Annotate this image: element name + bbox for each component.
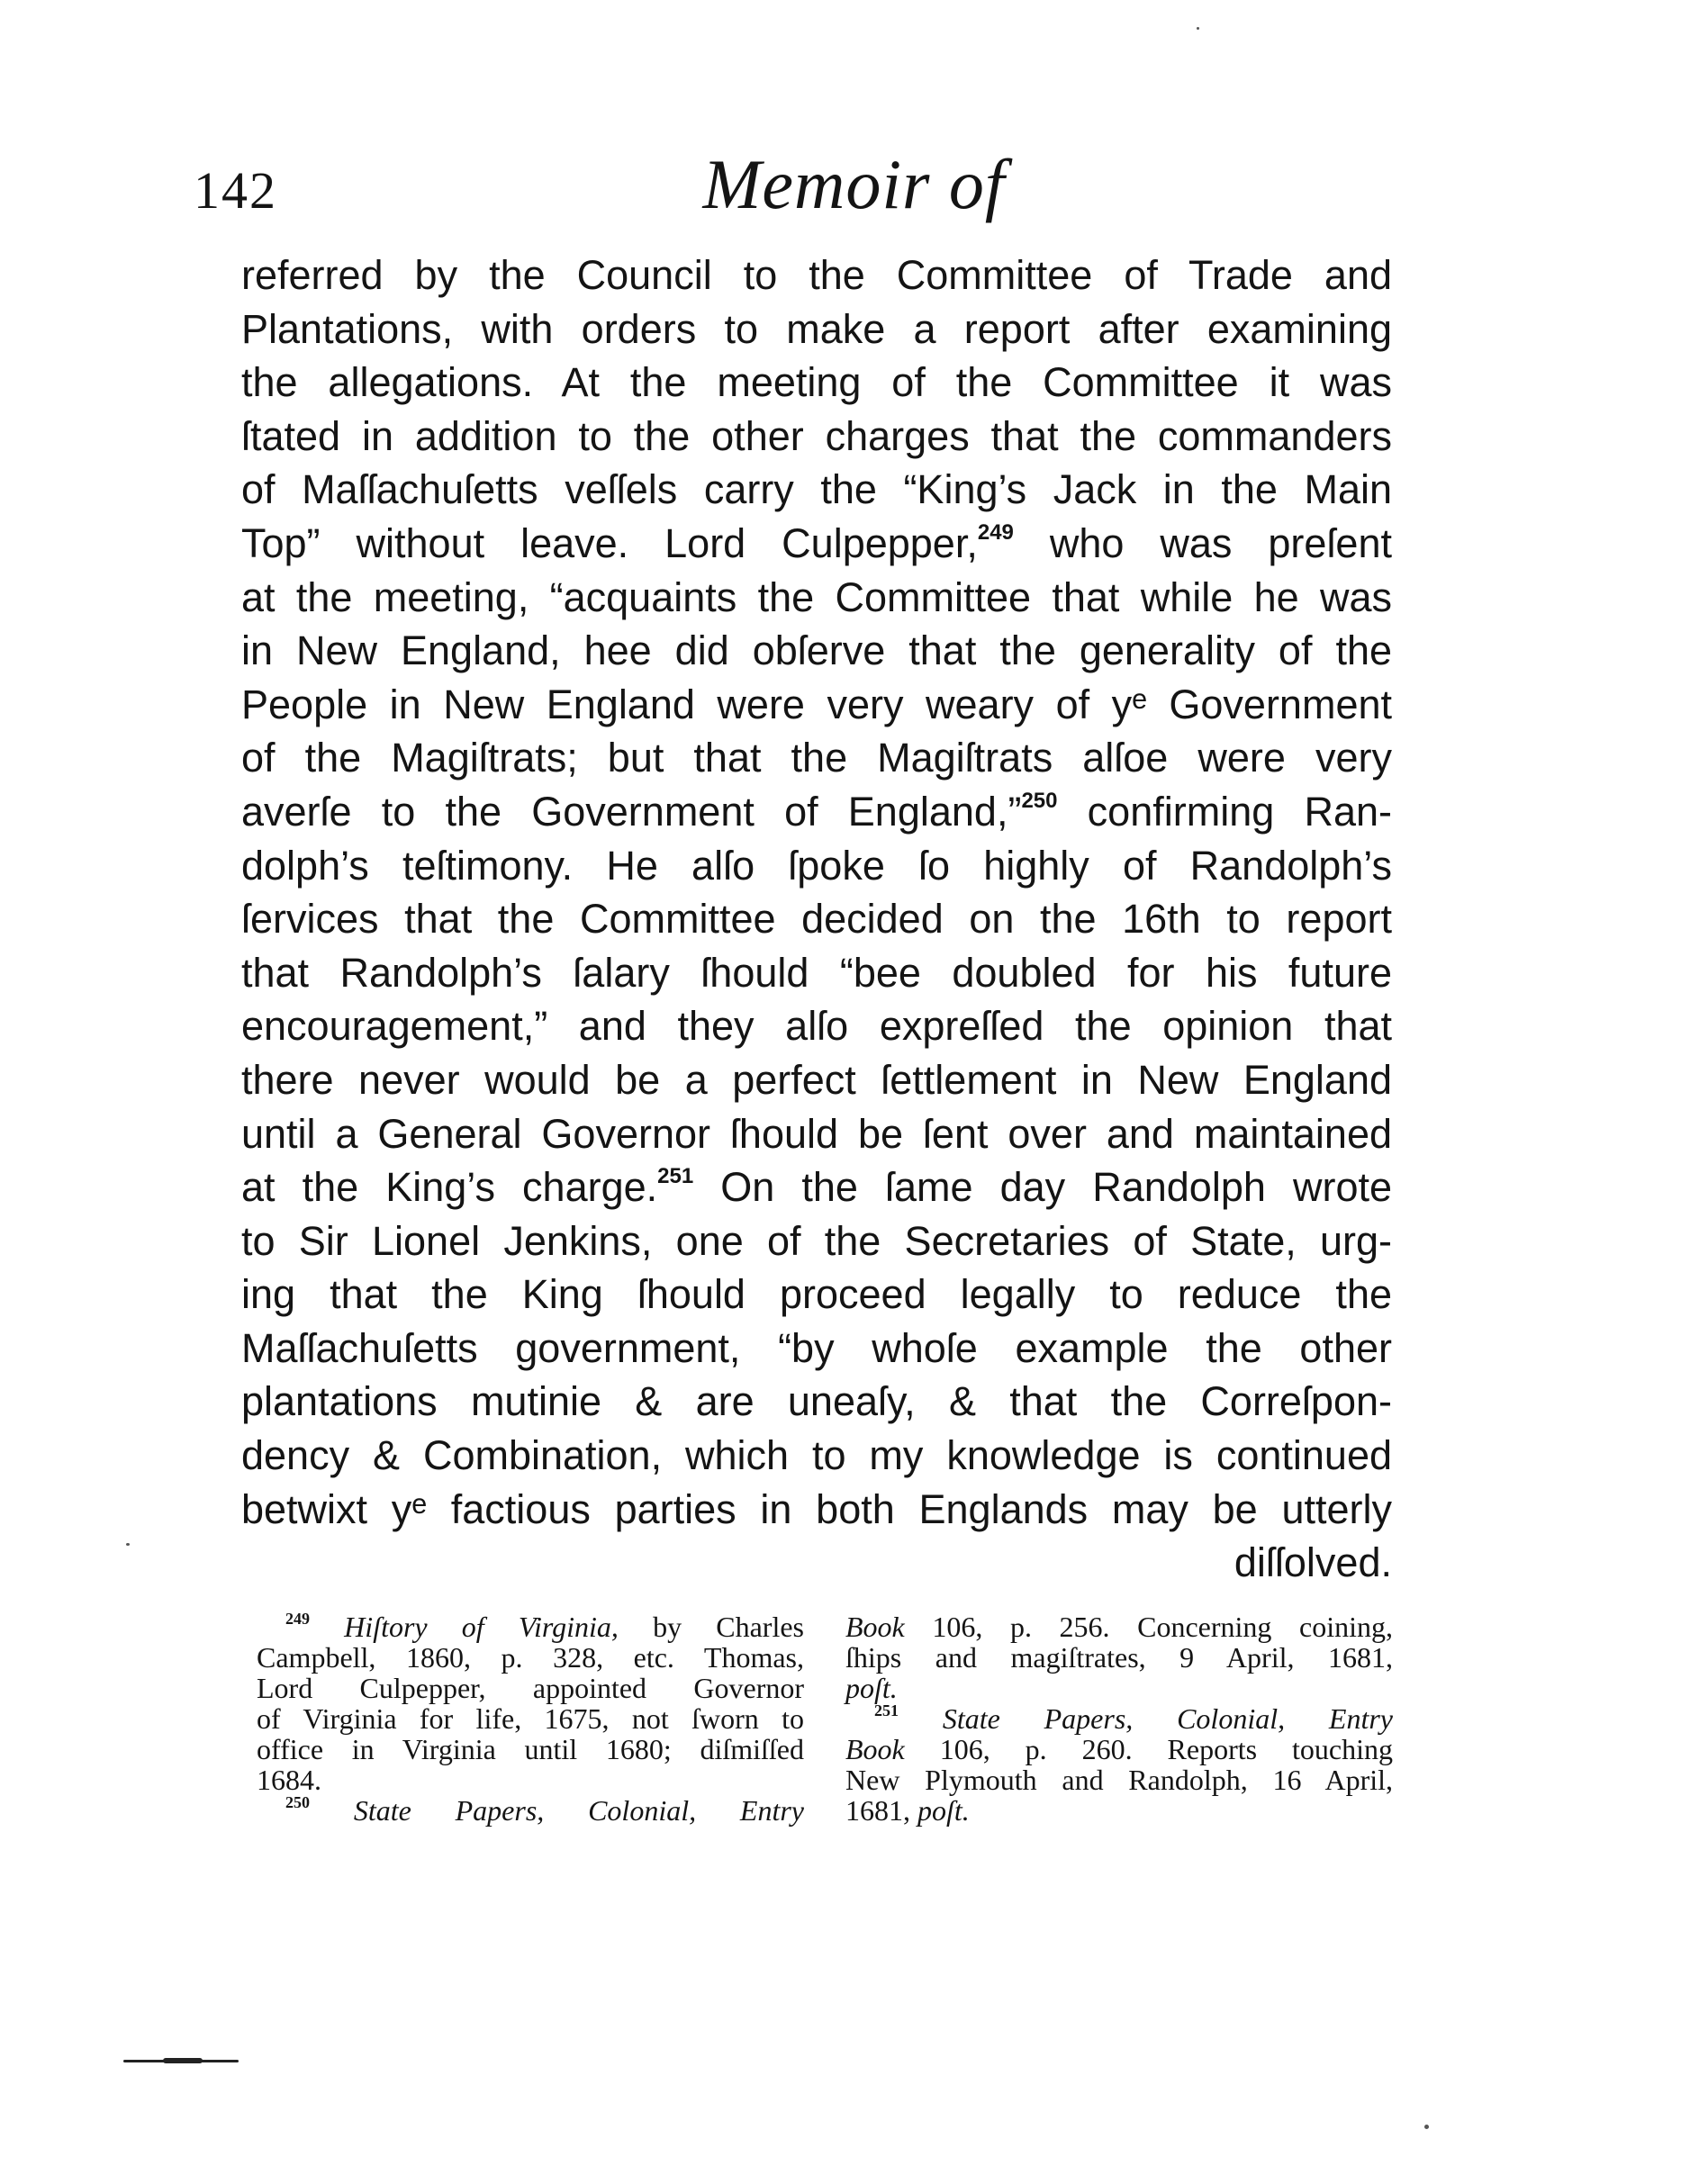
body-line: betwixt yᵉ factious parties in both Englands may be utterly	[241, 1485, 1392, 1532]
footnote-reference: 249	[285, 1610, 310, 1628]
footnote-line: Book 106, p. 256. Concerning coining,	[845, 1611, 1393, 1643]
body-text	[241, 248, 1392, 1590]
footnote-line: office in Virginia until 1680; diſmiſſed	[257, 1733, 804, 1765]
body-line: in New England, hee did obſerve that the generality of the	[241, 627, 1392, 674]
body-line: referred by the Council to the Committee of Trade and	[241, 252, 1392, 298]
speck	[1424, 2125, 1429, 2129]
body-line: the allegations. At the meeting of the Committee it was	[241, 359, 1392, 406]
body-line: ſervices that the Committee decided on the 16th to report	[241, 896, 1392, 943]
italic-text: Book	[845, 1611, 905, 1643]
footnote-reference: 251	[657, 1164, 694, 1189]
body-line: that Randolph’s ſalary ſhould “bee doubled for his future	[241, 949, 1392, 996]
running-head: Memoir of	[702, 145, 1006, 223]
body-line: Plantations, with orders to make a report after examining	[241, 305, 1392, 352]
footnote-line	[845, 1673, 1393, 1703]
body-line: at the King’s charge.$^{251}$ On the ſame day Randolph wrote	[241, 1164, 1392, 1211]
body-line: at the meeting, “acquaints the Committee that while he was	[241, 573, 1392, 620]
footnote-reference: 249	[977, 519, 1014, 545]
italic-text: Book	[845, 1733, 905, 1765]
footnote-column-right	[845, 1611, 1393, 1826]
italic-text: State Papers, Colonial, Entry	[942, 1702, 1393, 1735]
footnote-line: 1681, poſt.	[845, 1794, 970, 1827]
footnote-line: New Plymouth and Randolph, 16 April,	[845, 1764, 1393, 1796]
footnote-reference: 250	[285, 1793, 310, 1811]
footnote-line: Campbell, 1860, p. 328, etc. Thomas,	[257, 1641, 804, 1674]
footnote-line	[845, 1703, 1393, 1734]
body-line: dolph’s teſtimony. He alſo ſpoke ſo highly of Randolph’s	[241, 842, 1392, 889]
speck	[1197, 27, 1199, 30]
footnote-line: 1684.	[257, 1764, 321, 1796]
body-line: of Maſſachuſetts veſſels carry the “King’s Jack in the Main	[241, 466, 1392, 513]
body-line: to Sir Lionel Jenkins, one of the Secretaries of State, urg-	[241, 1217, 1392, 1264]
body-line: until a General Governor ſhould be ſent over and maintained	[241, 1110, 1392, 1157]
body-line: of the Magiſtrats; but that the Magiſtrats alſoe were very	[241, 735, 1392, 781]
footnote-column-left	[257, 1611, 804, 1826]
body-line: there never would be a perfect ſettlement in New England	[241, 1056, 1392, 1103]
italic-text: State Papers, Colonial, Entry	[353, 1794, 804, 1827]
body-line: Maſſachuſetts government, “by whoſe example the other	[241, 1324, 1392, 1371]
italic-text: poſt.	[917, 1794, 970, 1827]
footnote-line: ſhips and magiſtrates, 9 April, 1681,	[845, 1641, 1393, 1674]
body-line: People in New England were very weary of yᵉ Government	[241, 681, 1392, 727]
body-line: plantations mutinie & are uneaſy, & that the Correſpon-	[241, 1378, 1392, 1425]
body-line: encouragement,” and they alſo expreſſed the opinion that	[241, 1003, 1392, 1050]
body-line: averſe to the Government of England,”$^{250}$ confirming Ran-	[241, 788, 1392, 835]
footnote-line	[257, 1795, 804, 1826]
body-line: diſſolved.	[1234, 1539, 1392, 1586]
footnote-reference: 251	[874, 1701, 899, 1719]
footnote-line: $^{249}$ Hiſtory of Virginia, by Charles	[285, 1610, 805, 1643]
body-line: dency & Combination, which to my knowledge is continued	[241, 1432, 1392, 1479]
footnote-line: Lord Culpepper, appointed Governor	[257, 1672, 804, 1704]
footnote-line: of Virginia for life, 1675, not ſworn to	[257, 1702, 804, 1735]
footnotes	[257, 1611, 1393, 1826]
body-line: ſtated in addition to the other charges that the commanders	[241, 412, 1392, 459]
italic-text: Hiſtory of Virginia,	[344, 1611, 619, 1643]
body-line: ing that the King ſhould proceed legally to reduce the	[241, 1271, 1392, 1318]
footnote-reference: 250	[1021, 788, 1058, 813]
footnote-line: Book 106, p. 260. Reports touching	[845, 1733, 1393, 1765]
italic-text: poſt.	[845, 1672, 898, 1704]
speck	[126, 1543, 130, 1546]
body-line: Top” without leave. Lord Culpepper,$^{249}$ who was preſent	[241, 519, 1392, 566]
page-number: 142	[194, 161, 277, 220]
page-edge-mark	[123, 2060, 239, 2062]
